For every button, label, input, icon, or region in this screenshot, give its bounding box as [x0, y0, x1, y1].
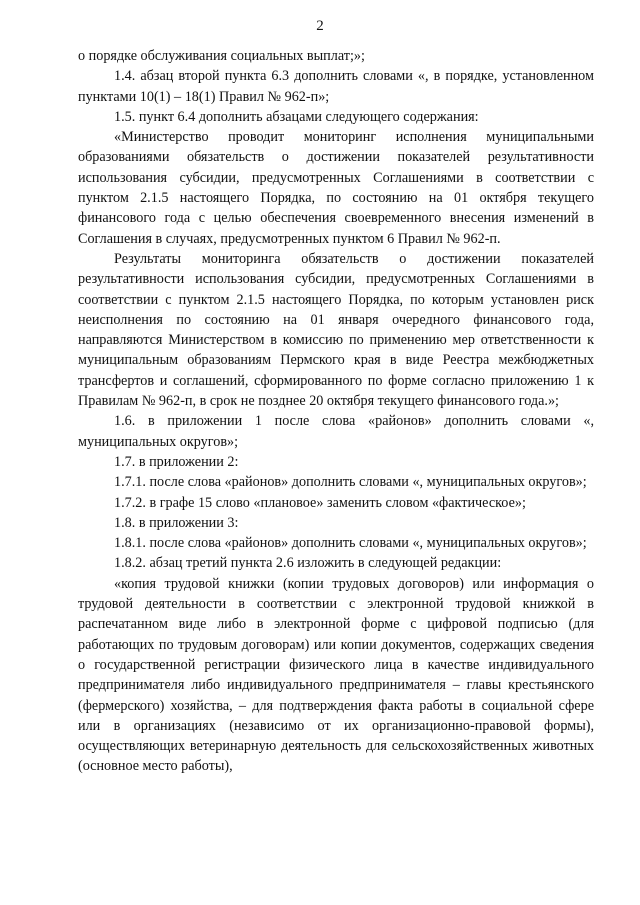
paragraph: Результаты мониторинга обязательств о достижении показателей результативности использования субсидии, предусмотренных Соглашениями в соответствии с пунктом 2.1.5 настоящего Порядка, по которым установлен риск неисполнения по состоянию на 01 января очередного финансового года, направляются Министерством в комиссию по применению мер ответственности к муниципальным образованиям Пермского края в виде Реестра межбюджетных трансфертов и соглашений, сформированного по форме согласно приложению 1 к Правилам № 962-п, в срок не позднее 20 октября текущего финансового года.»;: [78, 250, 594, 410]
paragraph: 1.5. пункт 6.4 дополнить абзацами следующего содержания:: [114, 108, 479, 125]
paragraph: 1.7.1. после слова «районов» дополнить словами «, муниципальных округов»;: [114, 474, 587, 491]
paragraph: «копия трудовой книжки (копии трудовых договоров) или информация о трудовой деятельности в соответствии с электронной трудовой книжкой в распечатанном виде либо в электронной форме с цифровой подписью (для работающих по трудовым договорам) или копии документов, содержащих сведения о государственной регистрации физического лица в качестве индивидуального предпринимателя либо индивидуального предпринимателя – главы крестьянского (фермерского) хозяйства, – для подтверждения факта работы в социальной сфере или в организациях (независимо от их организационно-правовой формы), осуществляющих ветеринарную деятельность для сельскохозяйственных животных (основное место работы),: [78, 575, 594, 775]
paragraph: 1.6. в приложении 1 после слова «районов» дополнить словами «, муниципальных округов»;: [78, 413, 594, 450]
paragraph: 1.8. в приложении 3:: [114, 514, 239, 531]
paragraph: «Министерство проводит мониторинг исполнения муниципальными образованиями обязательств о достижении показателей результативности использования субсидии, предусмотренных Соглашениями в соответствии с пунктом 2.1.5 настоящего Порядка, по состоянию на 01 октября текущего финансового года с целью обеспечения своевременного внесения изменений в Соглашения в случаях, предусмотренных пунктом 6 Правил № 962-п.: [78, 129, 594, 247]
paragraph: 1.8.1. после слова «районов» дополнить словами «, муниципальных округов»;: [114, 535, 587, 552]
paragraph: 1.7.2. в графе 15 слово «плановое» заменить словом «фактическое»;: [114, 494, 526, 511]
paragraph: 1.7. в приложении 2:: [114, 453, 239, 470]
paragraph: 1.4. абзац второй пункта 6.3 дополнить словами «, в порядке, установленном пунктами 10(1) – 18(1) Правил № 962-п»;: [78, 68, 594, 105]
page-number: 2: [316, 18, 324, 34]
document-body: [78, 46, 594, 777]
paragraph: 1.8.2. абзац третий пункта 2.6 изложить в следующей редакции:: [114, 555, 502, 572]
paragraph: о порядке обслуживания социальных выплат;»;: [78, 48, 365, 64]
